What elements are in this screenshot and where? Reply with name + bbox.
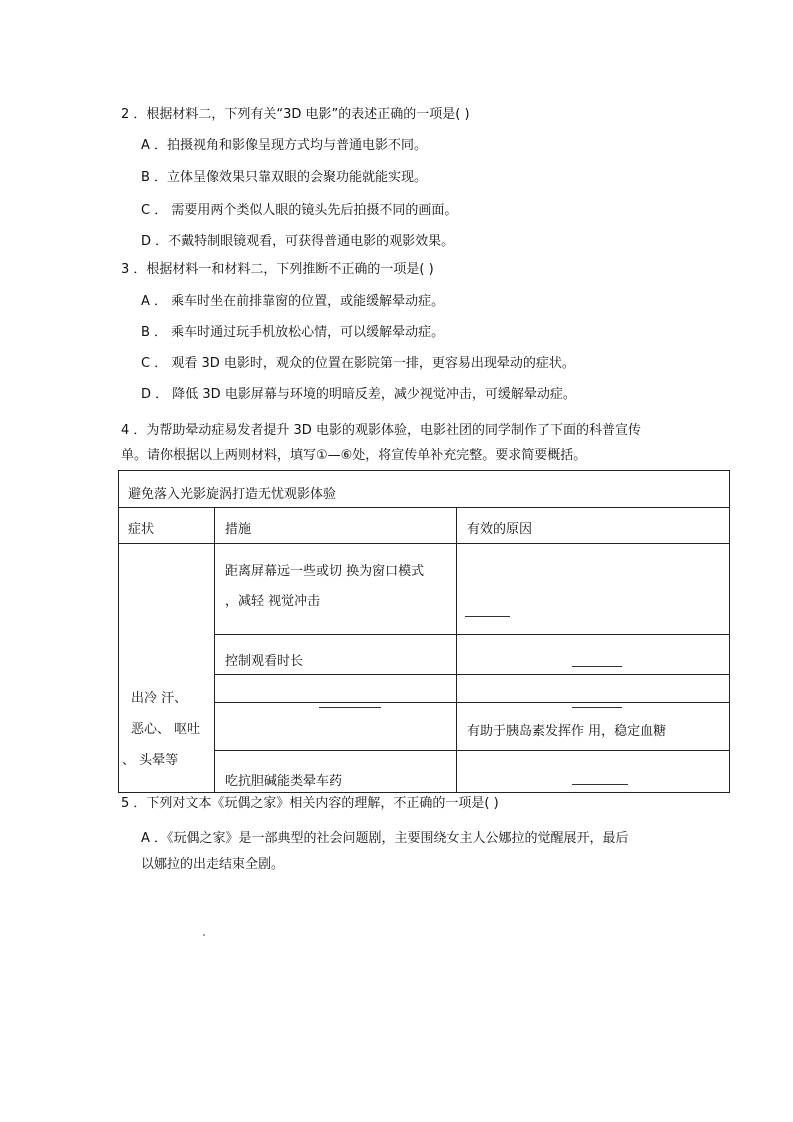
question-2-option-b: B ．立体呈像效果只靠双眼的会聚功能就能实现。 xyxy=(141,170,428,185)
measure-2-cell xyxy=(215,635,457,675)
stray-dot xyxy=(203,934,205,936)
answer-blank-5[interactable] xyxy=(572,784,628,785)
question-5-stem: 5 ．下列对文本《玩偶之家》相关内容的理解，不正确的一项是( ) xyxy=(121,796,499,811)
measure-5-cell xyxy=(215,751,457,793)
header-reason: 有效的原因 xyxy=(467,522,533,537)
promo-title: 避免落入光影旋涡打造无忧观影体验 xyxy=(128,487,337,502)
question-3-option-a: A ． 乘车时坐在前排靠窗的位置，或能缓解晕动症。 xyxy=(141,294,445,309)
measure-5: 吃抗胆碱能类晕车药 xyxy=(225,774,343,789)
question-3-option-d: D ． 降低 3D 电影屏幕与环境的明暗反差，减少视觉冲击，可缓解晕动症。 xyxy=(141,387,576,402)
question-3-option-c: C ． 观看 3D 电影时，观众的位置在影院第一排，更容易出现晕动的症状。 xyxy=(141,356,575,371)
question-2-option-d: D ．不戴特制眼镜观看，可获得普通电影的观影效果。 xyxy=(141,234,455,249)
blank-3-cell[interactable] xyxy=(215,703,457,751)
question-4-stem-line2: 单。请你根据以上两则材料，填写①—⑥处，将宣传单补充完整。要求简要概括。 xyxy=(121,448,587,463)
blank-2-cell[interactable] xyxy=(457,635,730,675)
symptom-cell xyxy=(119,544,215,793)
question-2-stem: 2 ．根据材料二，下列有关“3D 电影”的表述正确的一项是( ) xyxy=(121,107,470,122)
measure-2: 控制观看时长 xyxy=(225,654,304,669)
promo-title-cell xyxy=(119,471,730,508)
header-reason-cell xyxy=(457,508,730,544)
measure-1-cell xyxy=(215,544,457,635)
symptom-line-2: 恶心、 呕吐 xyxy=(131,722,201,737)
question-5-option-a-line1: A ．《玩偶之家》是一部典型的社会问题剧，主要围绕女主人公娜拉的觉醒展开，最后 xyxy=(141,831,629,846)
reason-4: 有助于胰岛素发挥作 用，稳定血糖 xyxy=(467,724,667,739)
empty-measure-cell xyxy=(215,675,457,703)
question-5-option-a-line2: 以娜拉的出走结束全剧。 xyxy=(141,857,285,872)
promo-flyer-table xyxy=(118,470,730,793)
symptom-line-1: 出冷 汗、 xyxy=(131,691,188,706)
question-3-stem: 3 ．根据材料一和材料二，下列推断不正确的一项是( ) xyxy=(121,262,434,277)
reason-4-cell xyxy=(457,703,730,751)
header-measure-cell xyxy=(215,508,457,544)
measure-1-line2: ，减轻 视觉冲击 xyxy=(225,594,321,609)
answer-blank-4[interactable] xyxy=(572,707,622,708)
header-symptom-cell xyxy=(119,508,215,544)
answer-blank-3[interactable] xyxy=(319,707,381,708)
answer-blank-2[interactable] xyxy=(572,666,622,667)
empty-reason-cell xyxy=(457,675,730,703)
answer-blank-1[interactable] xyxy=(465,616,510,617)
question-2-option-a: A ．拍摄视角和影像呈现方式均与普通电影不同。 xyxy=(141,138,428,153)
header-symptom: 症状 xyxy=(128,522,155,537)
blank-5-cell[interactable] xyxy=(457,751,730,793)
blank-1-cell[interactable] xyxy=(457,544,730,635)
question-3-option-b: B ． 乘车时通过玩手机放松心情，可以缓解晕动症。 xyxy=(141,325,445,340)
measure-1-line1: 距离屏幕远一些或切 换为窗口模式 xyxy=(225,564,425,579)
header-measure: 措施 xyxy=(225,522,252,537)
symptom-line-3: 、 头晕等 xyxy=(122,753,179,768)
question-4-stem-line1: 4 ．为帮助晕动症易发者提升 3D 电影的观影体验，电影社团的同学制作了下面的科普宣传 xyxy=(121,423,641,438)
question-2-option-c: C ． 需要用两个类似人眼的镜头先后拍摄不同的画面。 xyxy=(141,203,458,218)
